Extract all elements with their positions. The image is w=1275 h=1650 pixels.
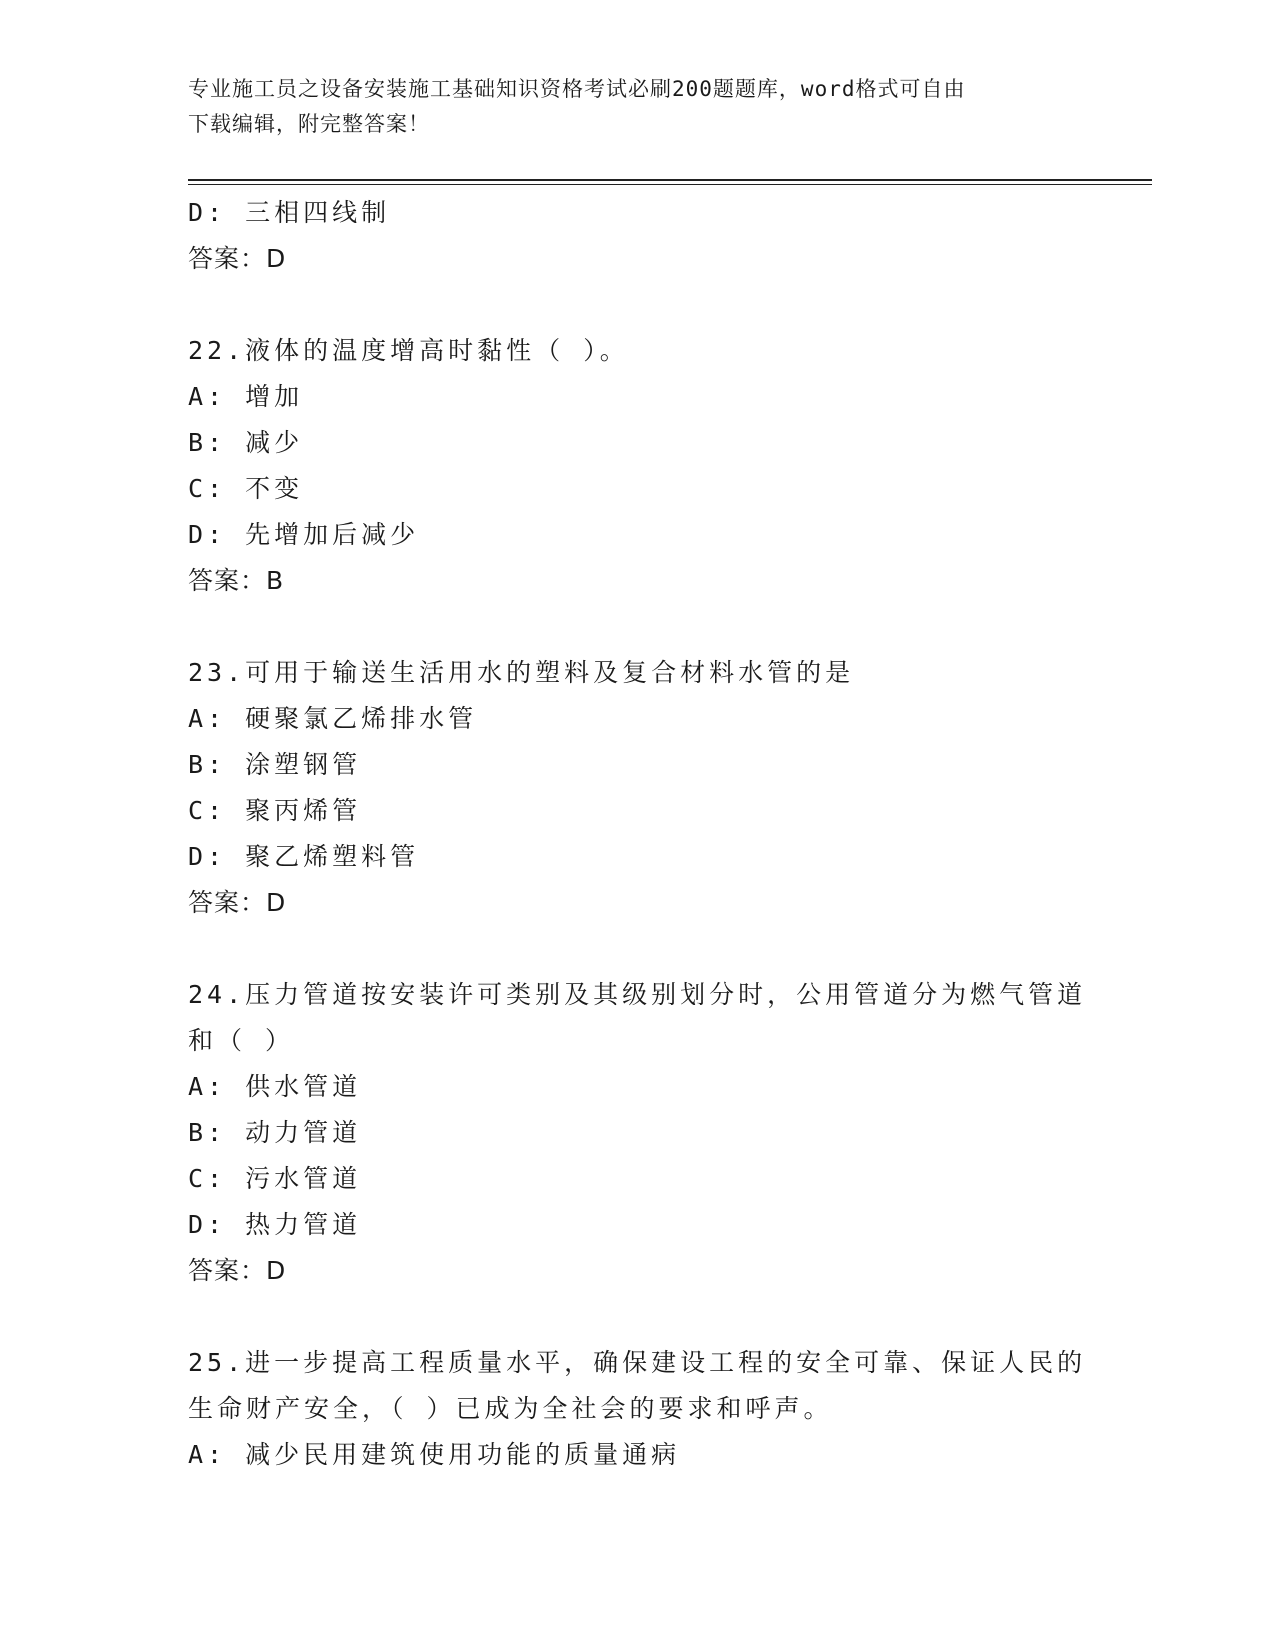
header-line-2: 下载编辑，附完整答案！ (188, 112, 430, 136)
spacer (188, 282, 1088, 328)
question-stem-line-1: 24.压力管道按安装许可类别及其级别划分时，公用管道分为燃气管道 (188, 980, 1087, 1009)
document-header (188, 72, 1068, 142)
answer-line: 答案：D (188, 1256, 287, 1285)
option-b: B: 动力管道 (188, 1118, 362, 1147)
option-a: A: 硬聚氯乙烯排水管 (188, 704, 478, 733)
answer-line: 答案：D (188, 244, 287, 273)
question-block-21 (188, 190, 1088, 282)
option-b: B: 涂塑钢管 (188, 750, 362, 779)
question-stem-line-2: 生命财产安全，（ ）已成为全社会的要求和呼声。 (188, 1394, 833, 1423)
option-d: D: 聚乙烯塑料管 (188, 842, 420, 871)
question-stem-line-2: 和（ ） (188, 1026, 295, 1055)
spacer (188, 604, 1088, 650)
spacer (188, 926, 1088, 972)
answer-line: 答案：B (188, 566, 285, 595)
option-c: C: 污水管道 (188, 1164, 362, 1193)
answer-line: 答案：D (188, 888, 287, 917)
option-a: A: 供水管道 (188, 1072, 362, 1101)
header-divider-thin (188, 184, 1152, 185)
question-list (188, 190, 1088, 1478)
question-stem-line-1: 25.进一步提高工程质量水平，确保建设工程的安全可靠、保证人民的 (188, 1348, 1087, 1377)
option-a: A: 增加 (188, 382, 304, 411)
question-stem: 22.液体的温度增高时黏性（ ）。 (188, 336, 629, 365)
option-d: D: 热力管道 (188, 1210, 362, 1239)
option-a: A: 减少民用建筑使用功能的质量通病 (188, 1440, 681, 1469)
question-stem: 23.可用于输送生活用水的塑料及复合材料水管的是 (188, 658, 855, 687)
option-c: C: 不变 (188, 474, 304, 503)
option-c: C: 聚丙烯管 (188, 796, 362, 825)
spacer (188, 1294, 1088, 1340)
question-block-22 (188, 328, 1088, 604)
question-block-24 (188, 972, 1088, 1294)
option-b: B: 减少 (188, 428, 304, 457)
option-d: D: 先增加后减少 (188, 520, 420, 549)
question-block-23 (188, 650, 1088, 926)
header-line-1: 专业施工员之设备安装施工基础知识资格考试必刷200题题库，word格式可自由 (188, 77, 966, 101)
header-divider-thick (188, 179, 1152, 181)
option-d: D: 三相四线制 (188, 198, 391, 227)
question-block-25 (188, 1340, 1088, 1478)
